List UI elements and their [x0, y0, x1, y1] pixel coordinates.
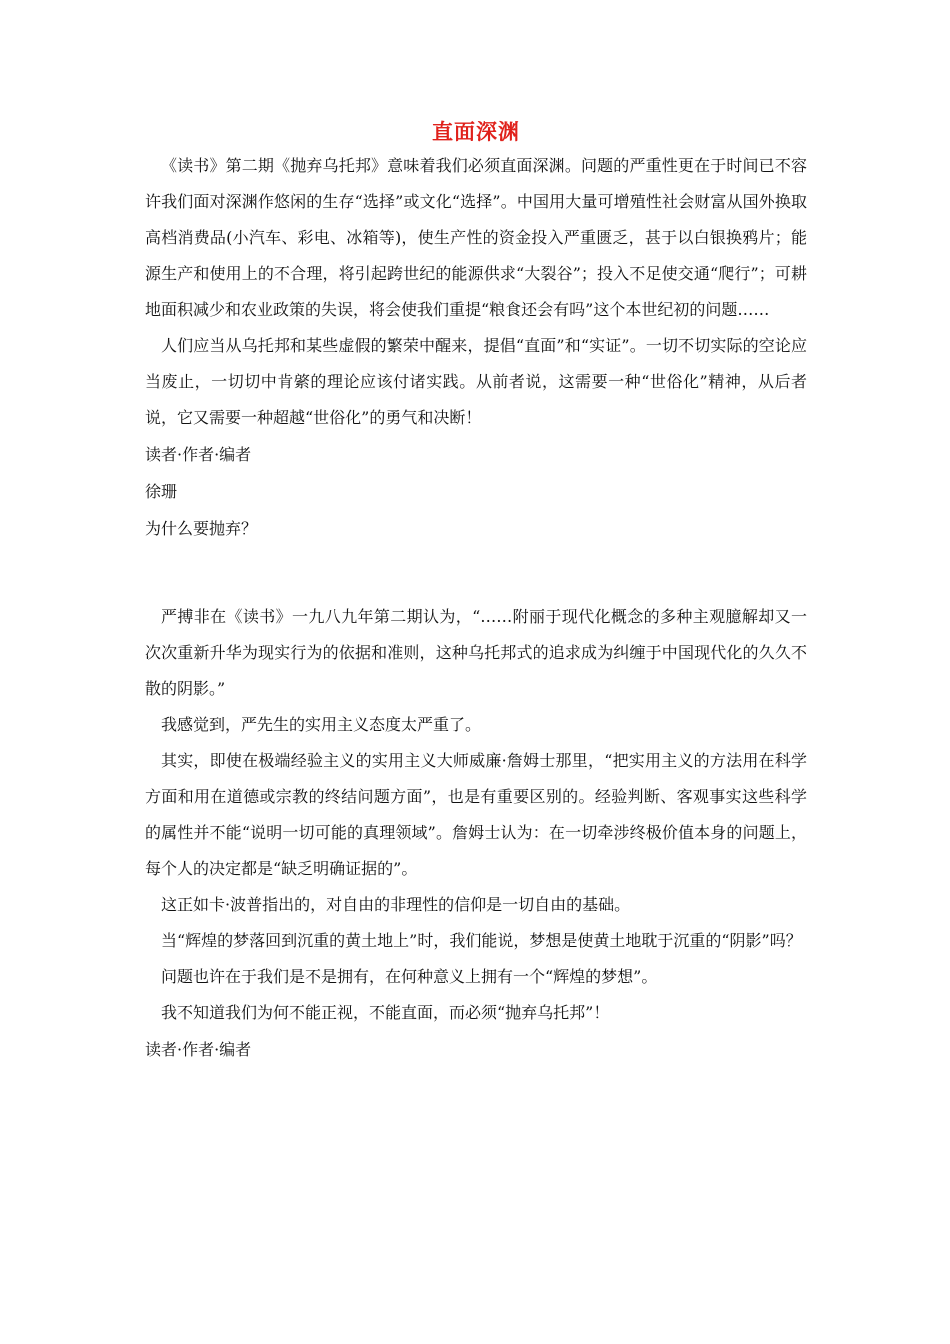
source-line: 读者·作者·编者	[145, 1040, 252, 1059]
document-title: 直面深渊	[432, 119, 520, 144]
blank-spacer	[145, 547, 807, 599]
source-line: 读者·作者·编者	[145, 445, 252, 464]
body-paragraph: 当“辉煌的梦落回到沉重的黄土地上”时，我们能说，梦想是使黄土地耽于沉重的“阴影”吗？	[161, 931, 802, 950]
body-paragraph: 《读书》第二期《抛弃乌托邦》意味着我们必须直面深渊。问题的严重性更在于时间已不容许我们面对深渊作悠闲的生存“选择”或文化“选择”。中国用大量可增殖性社会财富从国外换取高档消费品(小汽车、彩电、冰箱等)，使生产性的资金投入严重匮乏，甚于以白银换鸦片；能源生产和使用上的不合理，将引起跨世纪的能源供求“大裂谷”；投入不足使交通“爬行”；可耕地面积减少和农业政策的失误，将会使我们重提“粮食还会有吗”这个本世纪初的问题……	[145, 156, 807, 319]
body-paragraph: 人们应当从乌托邦和某些虚假的繁荣中醒来，提倡“直面”和“实证”。一切不切实际的空论应当废止，一切切中肯綮的理论应该付诸实践。从前者说，这需要一种“世俗化”精神，从后者说，它又需要一种超越“世俗化”的勇气和决断！	[145, 336, 807, 427]
body-paragraph: 其实，即使在极端经验主义的实用主义大师威廉·詹姆士那里，“把实用主义的方法用在科学方面和用在道德或宗教的终结问题方面”，也是有重要区别的。经验判断、客观事实这些科学的属性并不能“说明一切可能的真理领域”。詹姆士认为：在一切牵涉终极价值本身的问题上，每个人的决定都是“缺乏明确证据的”。	[145, 751, 807, 878]
body-paragraph: 我不知道我们为何不能正视，不能直面，而必须“抛弃乌托邦”！	[161, 1003, 610, 1022]
body-paragraph: 问题也许在于我们是不是拥有，在何种意义上拥有一个“辉煌的梦想”。	[161, 967, 658, 986]
body-paragraph: 严搏非在《读书》一九八九年第二期认为，“……附丽于现代化概念的多种主观臆解却又一次次重新升华为现实行为的依据和准则，这种乌托邦式的追求成为纠缠于中国现代化的久久不散的阴影。”	[145, 607, 807, 698]
document-page	[145, 118, 807, 1068]
section-heading: 为什么要抛弃？	[145, 519, 258, 538]
body-paragraph: 这正如卡·波普指出的，对自由的非理性的信仰是一切自由的基础。	[161, 895, 631, 914]
author-name: 徐珊	[145, 482, 178, 501]
body-paragraph: 我感觉到，严先生的实用主义态度太严重了。	[161, 715, 482, 734]
